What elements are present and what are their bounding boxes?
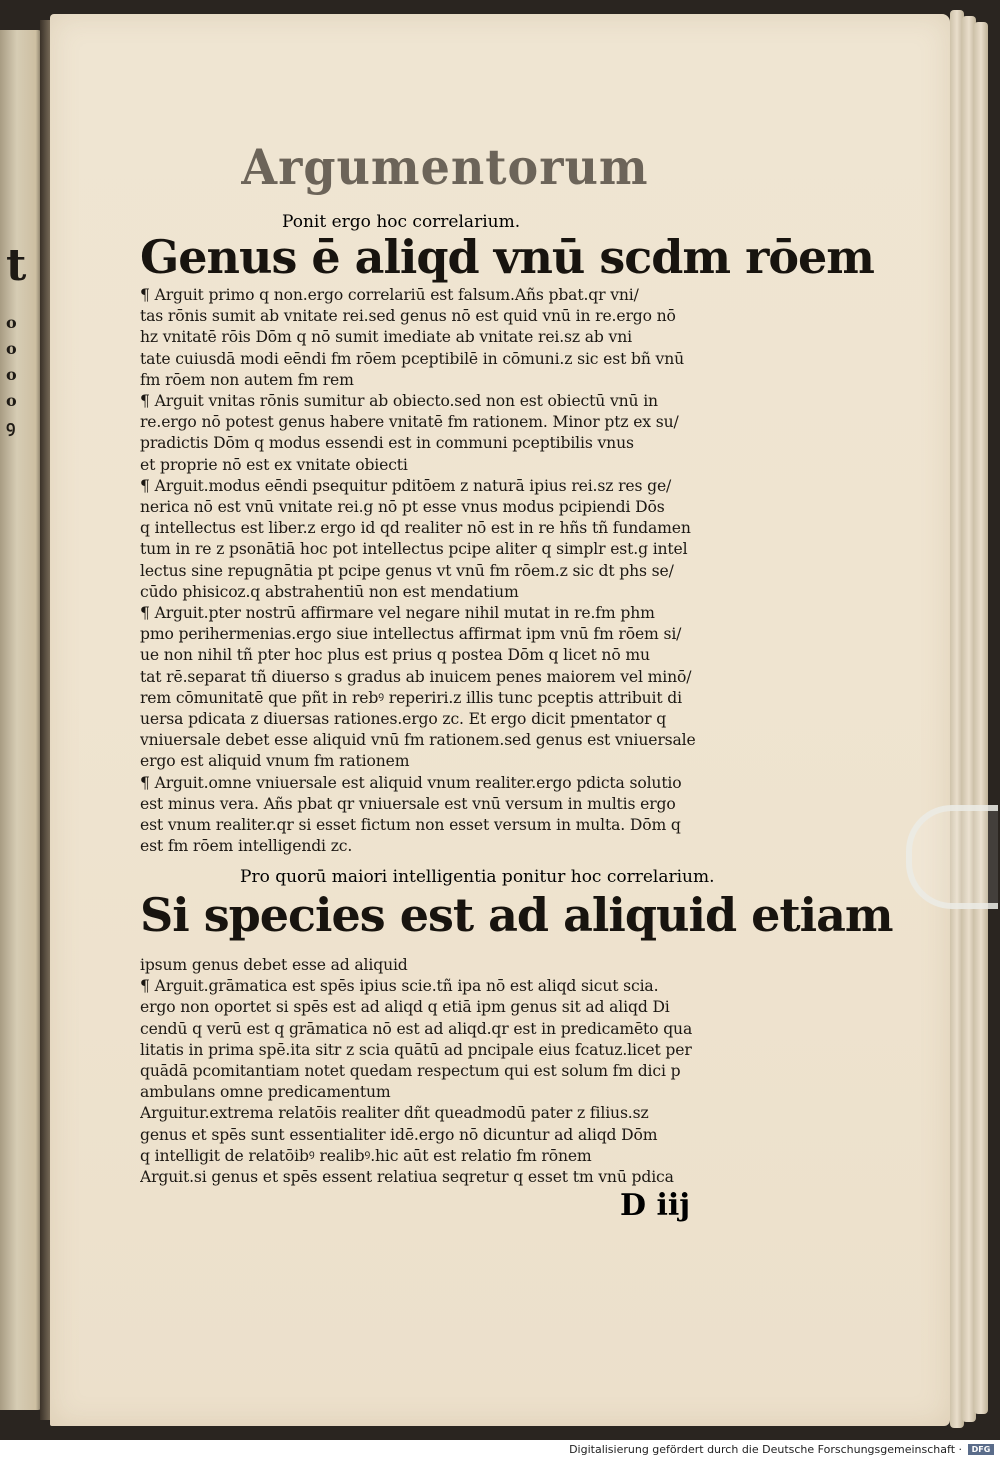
text-line: nerica nō est vnū vnitate rei.g nō pt esse vnus modus pcipiendi Dōs [140, 498, 665, 517]
facing-page-edge [0, 30, 42, 1410]
section1-body [140, 285, 745, 857]
text-line: ue non nihil tñ pter hoc plus est prius q postea Dōm q licet nō mu [140, 646, 650, 665]
section2-heading: Si species est ad aliquid etiam [140, 888, 893, 942]
text-line: fm rōem non autem fm rem [140, 370, 354, 389]
text-line: litatis in prima spē.ita sitr z scia quātū ad pncipale eius fcatuz.licet per [140, 1040, 692, 1059]
text-line: tate cuiusdā modi eēndi fm rōem pceptibilē in cōmuni.z sic est bñ vnū [140, 349, 684, 368]
section1-heading: Genus ē aliqd vnū scdm rōem [140, 230, 874, 284]
facing-page-fragments: o o o o ꝯ [6, 313, 17, 436]
text-line: ergo non oportet si spēs est ad aliqd q etiā ipm genus sit ad aliqd Di [140, 998, 670, 1017]
text-line: q intelligit de relatōibꝰ realibꝰ.hic aūt est relatio fm rōnem [140, 1146, 592, 1165]
text-line: est minus vera. Añs pbat qr vniuersale est vnū versum in multis ergo [140, 794, 676, 813]
text-line: est fm rōem intelligendi zc. [140, 837, 353, 856]
running-title: Argumentorum [241, 138, 649, 196]
text-line: ergo est aliquid vnum fm rationem [140, 752, 410, 771]
text-line: vniuersale debet esse aliquid vnū fm rationem.sed genus est vniuersale [140, 731, 696, 750]
text-line: rem cōmunitatē que pñt in rebꝰ reperiri.z illis tunc pceptis attribuit di [140, 688, 682, 707]
text-line: uersa pdicata z diuersas rationes.ergo zc. Et ergo dicit pmentator q [140, 710, 667, 729]
text-line: hz vnitatē rōis Dōm q nō sumit imediate ab vnitate rei.sz ab vni [140, 328, 632, 347]
text-line: ipsum genus debet esse ad aliquid [140, 956, 408, 974]
dfg-logo-icon: DFG [968, 1444, 994, 1455]
text-line: est vnum realiter.qr si esset fictum non esset versum in multa. Dōm q [140, 816, 681, 835]
text-line: ¶ Arguit vnitas rōnis sumitur ab obiecto.sed non est obiectū vnū in [140, 392, 658, 411]
page-stack-edge [974, 22, 988, 1414]
footer-credit: Digitalisierung gefördert durch die Deutsche Forschungsgemeinschaft · [569, 1443, 962, 1456]
text-line: tum in re z psonātiā hoc pot intellectus pcipe aliter q simplr est.g intel [140, 540, 688, 559]
footer-bar [0, 1440, 1000, 1460]
text-line: ¶ Arguit.modus eēndi psequitur pditōem z naturā ipius rei.sz res ge/ [140, 476, 672, 495]
text-line: tat rē.separat tñ diuerso s gradus ab inuicem penes maiorem vel minō/ [140, 667, 692, 686]
section1-intro: Ponit ergo hoc correlarium. [282, 212, 521, 232]
text-line: et proprie nō est ex vnitate obiecti [140, 455, 408, 474]
text-line: quādā pcomitantiam notet quedam respectum qui est solum fm dici p [140, 1062, 681, 1081]
text-line: ¶ Arguit.omne vniuersale est aliquid vnum realiter.ergo pdicta solutio [140, 773, 682, 792]
text-line: lectus sine repugnātia pt pcipe genus vt vnū fm rōem.z sic dt phs se/ [140, 561, 674, 580]
page-clip [906, 805, 998, 909]
text-line: ¶ Arguit.grāmatica est spēs ipius scie.tñ ipa nō est aliqd sicut scia. [140, 977, 659, 996]
facing-page-letter: t [6, 240, 27, 291]
text-line: ¶ Arguit.pter nostrū affirmare vel negare nihil mutat in re.fm phm [140, 604, 655, 623]
text-line: cendū q verū est q grāmatica nō est ad aliqd.qr est in predicamēto qua [140, 1019, 693, 1038]
text-line: pmo perihermenias.ergo siue intellectus affirmat ipm vnū fm rōem si/ [140, 625, 682, 644]
text-line: cūdo phisicoz.q abstrahentiū non est mendatium [140, 582, 519, 601]
text-line: pradictis Dōm q modus essendi est in communi pceptibilis vnus [140, 434, 634, 453]
text-line: Arguit.si genus et spēs essent relatiua seqretur q esset tm vnū pdica [140, 1168, 674, 1187]
text-line: ambulans omne predicamentum [140, 1083, 391, 1102]
signature-mark: D iij [620, 1188, 691, 1223]
text-line: tas rōnis sumit ab vnitate rei.sed genus nō est quid vnū in re.ergo nō [140, 307, 676, 326]
text-line: Arguitur.extrema relatōis realiter dñt queadmodū pater z filius.sz [140, 1104, 649, 1123]
text-line: q intellectus est liber.z ergo id qd realiter nō est in re hñs tñ fundamen [140, 519, 691, 538]
section2-body [140, 955, 745, 1188]
text-line: genus et spēs sunt essentialiter idē.ergo nō dicuntur ad aliqd Dōm [140, 1125, 658, 1144]
text-line: re.ergo nō potest genus habere vnitatē fm rationem. Minor ptz ex su/ [140, 413, 679, 432]
section2-intro: Pro quorū maiori intelligentia ponitur hoc correlarium. [240, 867, 715, 887]
text-line: ¶ Arguit primo q non.ergo correlariū est falsum.Añs pbat.qr vni/ [140, 286, 639, 304]
